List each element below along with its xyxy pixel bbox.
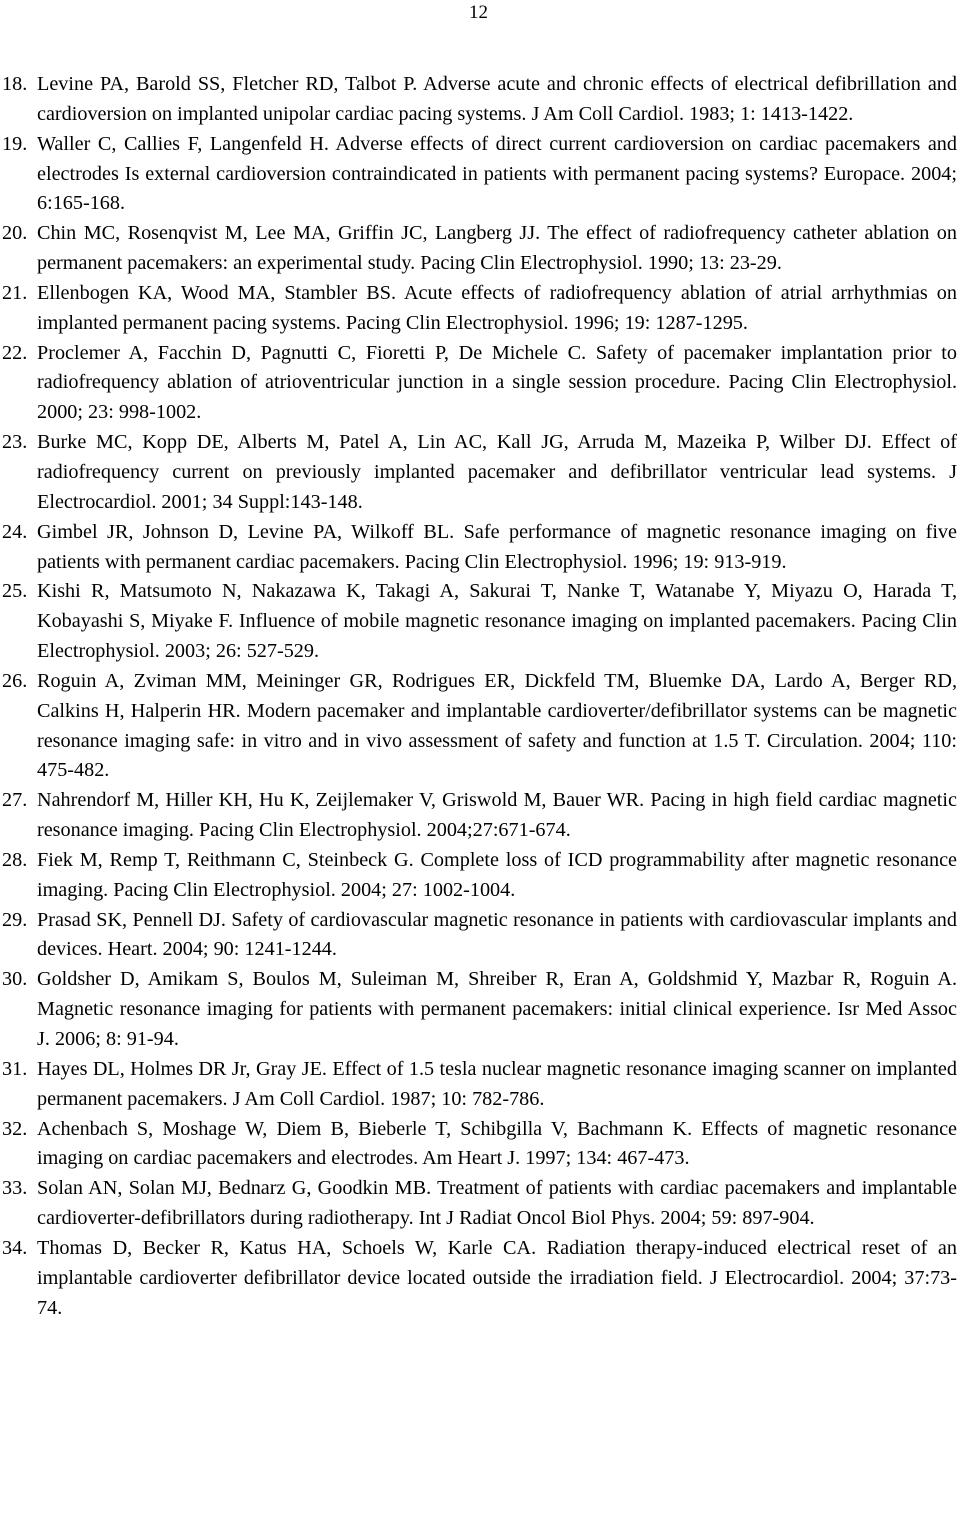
reference-number: 25. bbox=[2, 580, 28, 603]
reference-item bbox=[2, 70, 957, 130]
reference-text: Achenbach S, Moshage W, Diem B, Bieberle T, Schibgilla V, Bachmann K. Effects of magnetic resonance imaging on cardiac pacemakers and electrodes. Am Heart J. 1997; 134: 467-473. bbox=[37, 1117, 957, 1170]
reference-number: 28. bbox=[2, 848, 28, 871]
reference-number: 21. bbox=[2, 281, 28, 304]
reference-text: Kishi R, Matsumoto N, Nakazawa K, Takagi A, Sakurai T, Nanke T, Watanabe Y, Miyazu O, Harada T, Kobayashi S, Miyake F. Influence of mobile magnetic resonance imaging on implanted pacemakers. Pacing Clin Electrophysiol. 2003; 26: 527-529. bbox=[37, 580, 957, 663]
reference-text: Gimbel JR, Johnson D, Levine PA, Wilkoff BL. Safe performance of magnetic resonance imaging on five patients with permanent cardiac pacemakers. Pacing Clin Electrophysiol. 1996; 19: 913-919. bbox=[37, 520, 957, 573]
reference-text: Solan AN, Solan MJ, Bednarz G, Goodkin MB. Treatment of patients with cardiac pacemakers and implantable cardioverter-defibrillators during radiotherapy. Int J Radiat Oncol Biol Phys. 2004; 59: 897-904. bbox=[37, 1177, 957, 1230]
reference-number: 32. bbox=[2, 1117, 28, 1140]
reference-item bbox=[2, 1115, 957, 1175]
reference-item bbox=[2, 1174, 957, 1234]
reference-text: Prasad SK, Pennell DJ. Safety of cardiovascular magnetic resonance in patients with cardiovascular implants and devices. Heart. 2004; 90: 1241-1244. bbox=[37, 908, 957, 961]
reference-number: 24. bbox=[2, 520, 28, 543]
reference-number: 19. bbox=[2, 132, 28, 155]
reference-number: 20. bbox=[2, 222, 28, 245]
reference-number: 26. bbox=[2, 669, 28, 692]
reference-number: 29. bbox=[2, 908, 28, 931]
reference-number: 23. bbox=[2, 431, 28, 454]
reference-item bbox=[2, 428, 957, 518]
reference-item bbox=[2, 667, 957, 786]
reference-text: Hayes DL, Holmes DR Jr, Gray JE. Effect of 1.5 tesla nuclear magnetic resonance imaging scanner on implanted permanent pacemakers. J Am Coll Cardiol. 1987; 10: 782-786. bbox=[37, 1057, 957, 1110]
reference-number: 18. bbox=[2, 73, 28, 95]
reference-item bbox=[2, 1055, 957, 1115]
reference-item bbox=[2, 965, 957, 1055]
reference-text: Levine PA, Barold SS, Fletcher RD, Talbot P. Adverse acute and chronic effects of electrical defibrillation and cardioversion on implanted unipolar cardiac pacing systems. J Am Coll Cardiol. 1983; 1: 1413-1422. bbox=[37, 73, 957, 125]
reference-item bbox=[2, 279, 957, 339]
reference-item bbox=[2, 518, 957, 578]
reference-text: Nahrendorf M, Hiller KH, Hu K, Zeijlemaker V, Griswold M, Bauer WR. Pacing in high field cardiac magnetic resonance imaging. Pacing Clin Electrophysiol. 2004;27:671-674. bbox=[37, 789, 957, 842]
reference-item bbox=[2, 339, 957, 429]
reference-text: Waller C, Callies F, Langenfeld H. Adverse effects of direct current cardioversion on cardiac pacemakers and electrodes Is external cardioversion contraindicated in patients with permanent pacing systems? Europace. 2004; 6:165-168. bbox=[37, 132, 957, 215]
reference-item bbox=[2, 219, 957, 279]
reference-text: Ellenbogen KA, Wood MA, Stambler BS. Acute effects of radiofrequency ablation of atrial arrhythmias on implanted permanent pacing systems. Pacing Clin Electrophysiol. 1996; 19: 1287-1295. bbox=[37, 281, 957, 334]
reference-text: Fiek M, Remp T, Reithmann C, Steinbeck G. Complete loss of ICD programmability after magnetic resonance imaging. Pacing Clin Electrophysiol. 2004; 27: 1002-1004. bbox=[37, 848, 957, 901]
reference-number: 33. bbox=[2, 1177, 28, 1200]
reference-item bbox=[2, 1234, 957, 1324]
reference-number: 27. bbox=[2, 789, 28, 812]
reference-number: 31. bbox=[2, 1057, 28, 1080]
reference-item bbox=[2, 846, 957, 906]
reference-text: Roguin A, Zviman MM, Meininger GR, Rodrigues ER, Dickfeld TM, Bluemke DA, Lardo A, Berger RD, Calkins H, Halperin HR. Modern pacemaker and implantable cardioverter/defibrillator systems can be magnetic resonance imaging safe: in vitro and in vivo assessment of safety and function at 1.5 T. Circulation. 2004; 110: 475-482. bbox=[37, 669, 957, 782]
reference-item bbox=[2, 906, 957, 966]
reference-text: Thomas D, Becker R, Katus HA, Schoels W, Karle CA. Radiation therapy-induced electrical reset of an implantable cardioverter defibrillator device located outside the irradiation field. J Electrocardiol. 2004; 37:73-74. bbox=[37, 1236, 957, 1319]
reference-text: Goldsher D, Amikam S, Boulos M, Suleiman M, Shreiber R, Eran A, Goldshmid Y, Mazbar R, Roguin A. Magnetic resonance imaging for patients with permanent pacemakers: initial clinical experience. Isr Med Assoc J. 2006; 8: 91-94. bbox=[37, 968, 957, 1050]
reference-number: 22. bbox=[2, 341, 28, 364]
reference-item bbox=[2, 130, 957, 220]
reference-text: Proclemer A, Facchin D, Pagnutti C, Fioretti P, De Michele C. Safety of pacemaker implantation prior to radiofrequency ablation of atrioventricular junction in a single session procedure. Pacing Clin Electrophysiol. 2000; 23: 998-1002. bbox=[37, 341, 957, 424]
page-number: 12 bbox=[469, 2, 488, 23]
reference-item bbox=[2, 786, 957, 846]
reference-text: Burke MC, Kopp DE, Alberts M, Patel A, Lin AC, Kall JG, Arruda M, Mazeika P, Wilber DJ. Effect of radiofrequency current on previously implanted pacemaker and defibrillator ventricular lead systems. J Electrocardiol. 2001; 34 Suppl:143-148. bbox=[37, 431, 957, 513]
reference-number: 34. bbox=[2, 1236, 28, 1259]
reference-number: 30. bbox=[2, 968, 28, 991]
reference-item bbox=[2, 577, 957, 667]
reference-list bbox=[2, 70, 957, 1323]
reference-text: Chin MC, Rosenqvist M, Lee MA, Griffin JC, Langberg JJ. The effect of radiofrequency catheter ablation on permanent pacemakers: an experimental study. Pacing Clin Electrophysiol. 1990; 13: 23-29. bbox=[37, 222, 957, 275]
